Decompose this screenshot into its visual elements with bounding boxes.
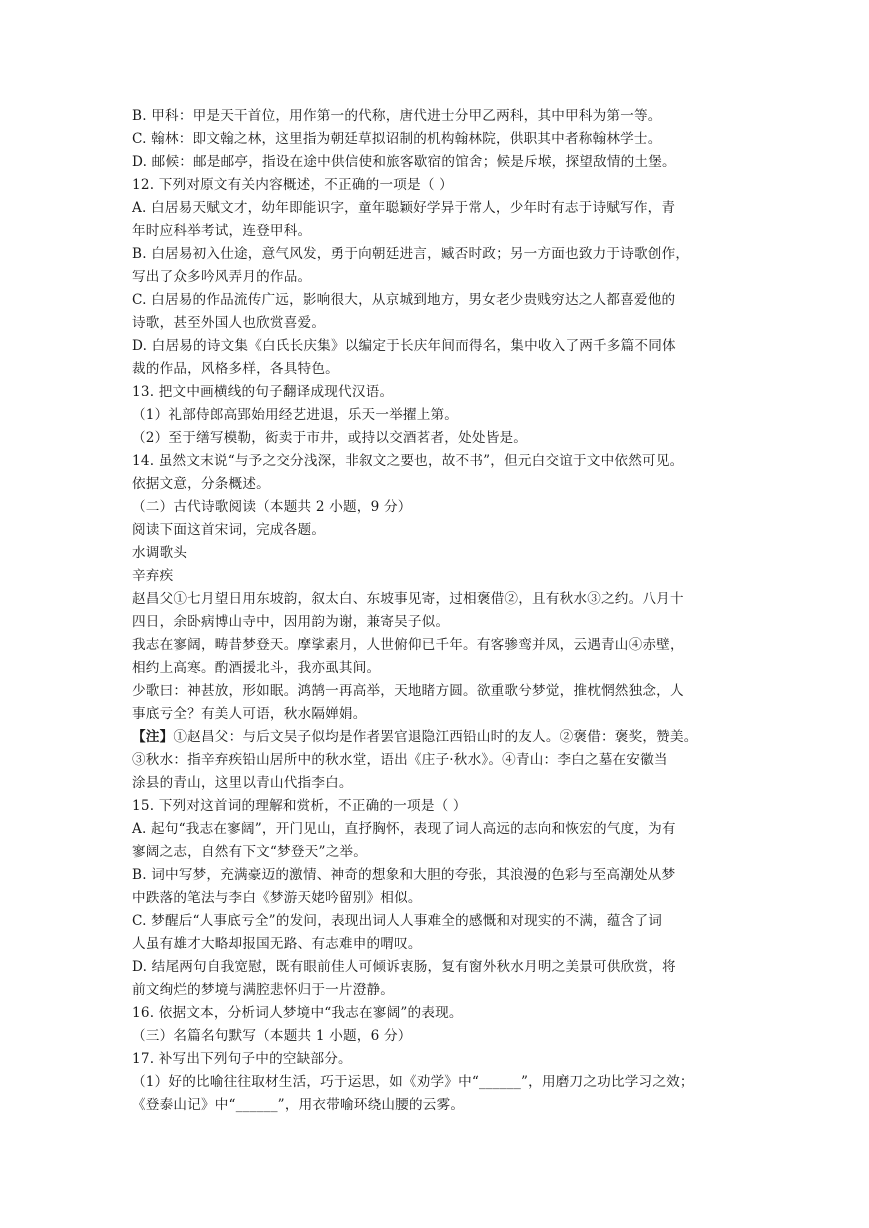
q15-option-d-cont: 前文绚烂的梦境与满腔悲怀归于一片澄静。 [132,982,395,998]
poem-author: 辛弃疾 [132,568,174,584]
q17-item-1-cont: 《登泰山记》中“______”，用衣带喻环绕山腰的云雾。 [132,1097,465,1113]
q12-option-a-cont: 年时应科举考试，连登甲科。 [132,223,312,239]
q12-option-c-cont: 诗歌，甚至外国人也欣赏喜爱。 [132,315,326,331]
poem-notes-cont: ③秋水：指辛弃疾铅山居所中的秋水堂，语出《庄子·秋水》。④青山：李白之墓在安徽当 [132,752,668,768]
poem-title: 水调歌头 [132,545,188,561]
question-12: 12. 下列对原文有关内容概述，不正确的一项是（ ） [132,177,453,193]
q15-option-b-cont: 中跌落的笔法与李白《梦游天姥吟留别》相似。 [132,890,422,906]
question-14: 14. 虽然文末说“与予之交分浅深，非叙文之要也，故不书”，但元白交谊于文中依然可见。 [132,453,684,469]
q15-option-b: B. 词中写梦，充满豪迈的激情、神奇的想象和大胆的夸张，其浪漫的色彩与至高潮处从梦 [132,867,676,883]
poem-notes-text: ①赵昌父：与后文吴子似均是作者罢官退隐江西铅山时的友人。②褒借：褒奖，赞美。 [173,729,698,745]
q12-option-b-cont: 写出了众多吟风弄月的作品。 [132,269,312,285]
poem-notes-cont-2: 涂县的青山，这里以青山代指李白。 [132,775,353,791]
question-15: 15. 下列对这首词的理解和赏析，不正确的一项是（ ） [132,798,467,814]
q13-item-1: （1）礼部侍郎高郢始用经艺进退，乐天一举擢上第。 [132,407,459,423]
q12-option-c: C. 白居易的作品流传广远，影响很大，从京城到地方，男女老少贵贱穷达之人都喜爱他的 [132,292,676,308]
poem-stanza-1-cont: 相约上高寒。酌酒援北斗，我亦虱其间。 [132,660,381,676]
poem-notes [132,727,698,747]
q17-item-1: （1）好的比喻往往取材生活，巧于运思，如《劝学》中“______”，用磨刀之功比学习之效； [132,1074,694,1090]
q12-option-d: D. 白居易的诗文集《白氏长庆集》以编定于长庆年间而得名，集中收入了两千多篇不同体 [132,338,676,354]
poetry-instruction: 阅读下面这首宋词，完成各题。 [132,522,326,538]
q15-option-d: D. 结尾两句自我宽慰，既有眼前佳人可倾诉衷肠，复有窗外秋水月明之美景可供欣赏，将 [132,959,676,975]
poem-preface: 赵昌父①七月望日用东坡韵，叙太白、东坡事见寄，过相褒借②，且有秋水③之约。八月十 [132,591,684,607]
question-17: 17. 补写出下列句子中的空缺部分。 [132,1051,352,1067]
q15-option-a: A. 起句“我志在寥阔”，开门见山，直抒胸怀，表现了词人高远的志向和恢宏的气度，为有 [132,821,676,837]
question-16: 16. 依据文本，分析词人梦境中“我志在寥阔”的表现。 [132,1005,463,1021]
q13-item-2: （2）至于缮写模勒，衒卖于市井，或持以交酒茗者，处处皆是。 [132,430,528,446]
poem-stanza-2: 少歌曰：神甚放，形如眠。鸿鹄一再高举，天地睹方圆。欲重歌兮梦觉，推枕惘然独念，人 [132,683,684,699]
poem-preface-cont: 四日，余卧病博山寺中，因用韵为谢，兼寄吴子似。 [132,614,450,630]
q12-option-d-cont: 裁的作品，风格多样，各具特色。 [132,361,339,377]
q12-option-b: B. 白居易初入仕途，意气风发，勇于向朝廷进言，臧否时政；另一方面也致力于诗歌创作， [132,246,690,262]
note-label: 【注】 [132,729,174,745]
section-heading-recitation: （三）名篇名句默写（本题共 1 小题，6 分） [132,1028,412,1044]
q12-option-a: A. 白居易天赋文才，幼年即能识字，童年聪颖好学异于常人，少年时有志于诗赋写作，青 [132,200,676,216]
poem-stanza-1: 我志在寥阔，畴昔梦登天。摩挲素月，人世俯仰已千年。有客骖鸾并凤，云遇青山④赤壁， [132,637,684,653]
q15-option-c: C. 梦醒后“人事底亏全”的发问，表现出词人人事难全的感慨和对现实的不满，蕴含了词 [132,913,663,929]
poem-stanza-2-cont: 事底亏全？有美人可语，秋水隔婵娟。 [132,706,367,722]
option-c-hanlin: C. 翰林：即文翰之林，这里指为朝廷草拟诏制的机构翰林院，供职其中者称翰林学士。 [132,131,662,147]
section-heading-poetry: （二）古代诗歌阅读（本题共 2 小题，9 分） [132,499,412,515]
question-14-cont: 依据文意，分条概述。 [132,476,270,492]
option-d-youhou: D. 邮候：邮是邮亭，指设在途中供信使和旅客歇宿的馆舍；候是斥堠，探望敌情的土堡。 [132,154,676,170]
option-b-jiake: B. 甲科：甲是天干首位，用作第一的代称，唐代进士分甲乙两科，其中甲科为第一等。 [132,108,662,124]
q15-option-a-cont: 寥阔之志，自然有下文“梦登天”之举。 [132,844,367,860]
q15-option-c-cont: 人虽有雄才大略却报国无路、有志难申的喟叹。 [132,936,422,952]
question-13: 13. 把文中画横线的句子翻译成现代汉语。 [132,384,394,400]
